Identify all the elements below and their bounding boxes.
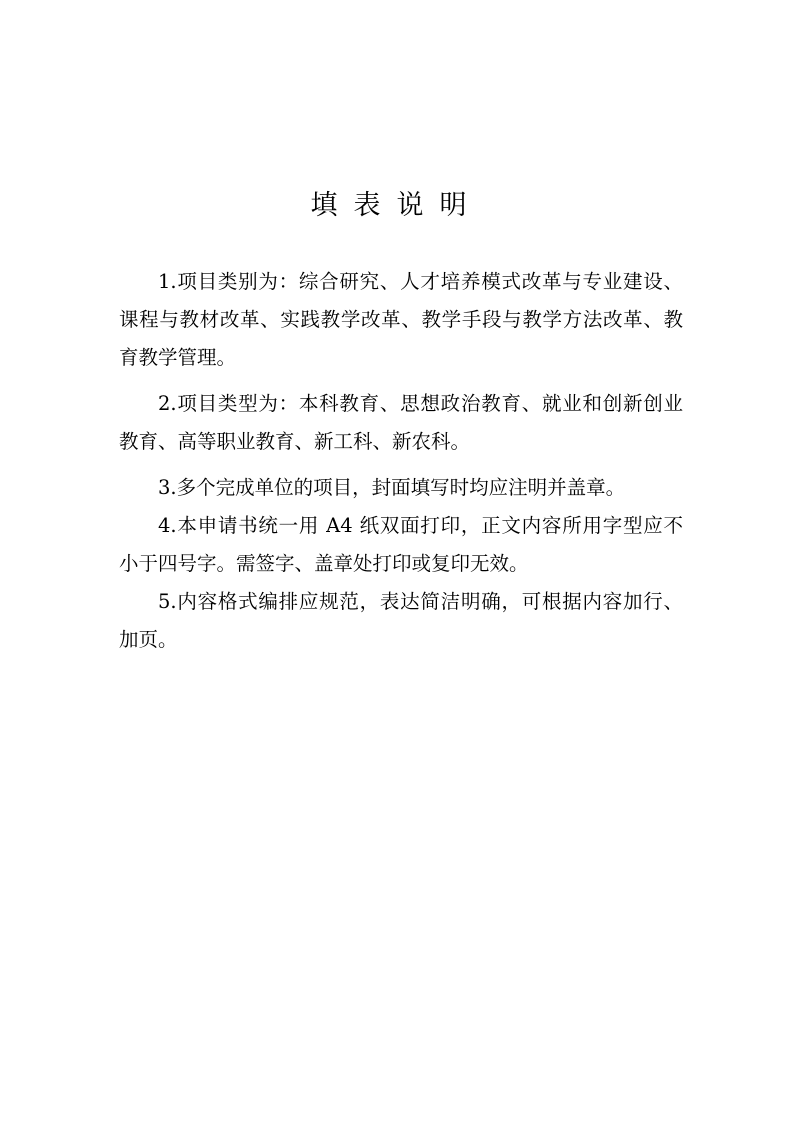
instruction-item-4: 4.本申请书统一用 A4 纸双面打印，正文内容所用字型应不小于四号字。需签字、盖章处打印或复印无效。 (119, 514, 683, 575)
instructions-list (119, 263, 683, 659)
instruction-item-1: 1.项目类别为：综合研究、人才培养模式改革与专业建设、课程与教材改革、实践教学改革、教学手段与教学方法改革、教育教学管理。 (119, 270, 683, 369)
instruction-item-2: 2.项目类型为：本科教育、思想政治教育、就业和创新创业教育、高等职业教育、新工科、新农科。 (119, 392, 683, 453)
instruction-item-5: 5.内容格式编排应规范，表达简洁明确，可根据内容加行、加页。 (119, 590, 683, 651)
instruction-item-3: 3.多个完成单位的项目，封面填写时均应注明并盖章。 (158, 476, 626, 499)
page-title: 填表说明 (310, 190, 483, 221)
